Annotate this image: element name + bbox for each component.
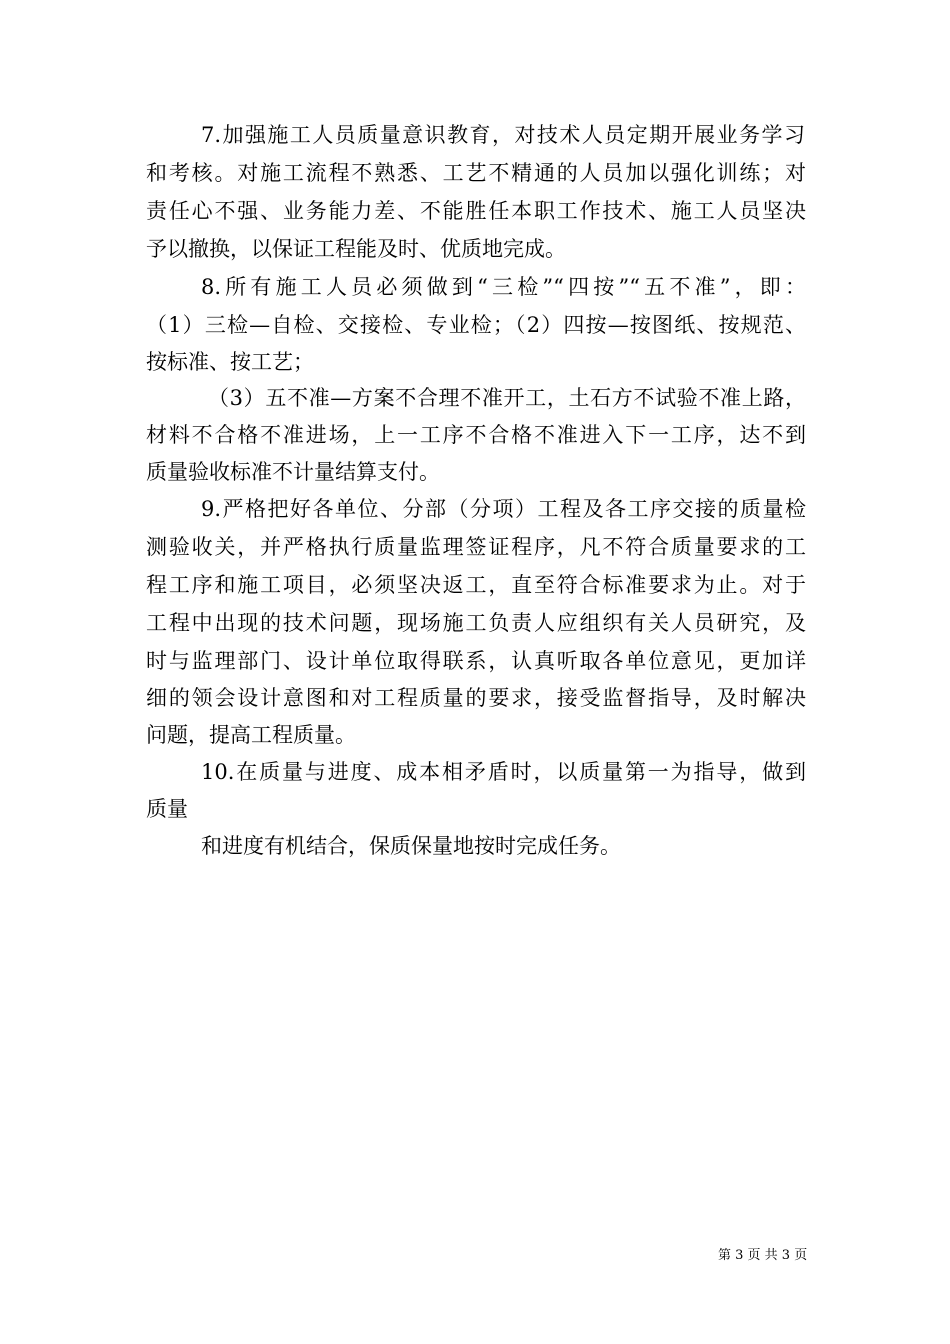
paragraph-7-line-4: 予以撤换，以保证工程能及时、优质地完成。 <box>146 237 566 261</box>
paragraph-8-3-line-1: （3）五不准—方案不合理不准开工，土石方不试验不准上路， <box>208 386 806 410</box>
paragraph-8-line-1: 8.所有施工人员必须做到“三检”“四按”“五不准”，即： <box>201 275 806 299</box>
paragraph-8-3-line-3: 质量验收标准不计量结算支付。 <box>146 460 440 484</box>
paragraph-9-line-3: 程工序和施工项目，必须坚决返工，直至符合标准要求为止。对于 <box>146 573 806 597</box>
paragraph-7-line-3: 责任心不强、业务能力差、不能胜任本职工作技术、施工人员坚决 <box>146 199 806 223</box>
paragraph-8-3-line-2: 材料不合格不准进场，上一工序不合格不准进入下一工序，达不到 <box>146 423 806 447</box>
paragraph-9-line-1: 9.严格把好各单位、分部（分项）工程及各工序交接的质量检 <box>201 497 806 521</box>
paragraph-8-line-3: 按标准、按工艺； <box>146 350 314 374</box>
paragraph-7-line-1: 7.加强施工人员质量意识教育，对技术人员定期开展业务学习 <box>201 123 805 147</box>
paragraph-9-line-7: 问题，提高工程质量。 <box>146 723 356 747</box>
paragraph-9-line-4: 工程中出现的技术问题，现场施工负责人应组织有关人员研究，及 <box>146 611 806 635</box>
paragraph-9-line-6: 细的领会设计意图和对工程质量的要求，接受监督指导，及时解决 <box>146 686 806 710</box>
paragraph-7-line-2: 和考核。对施工流程不熟悉、工艺不精通的人员加以强化训练；对 <box>146 161 806 185</box>
paragraph-10-line-2: 质量 <box>146 797 188 821</box>
page-number: 第 3 页 共 3 页 <box>718 1248 808 1263</box>
paragraph-8-line-2: （1）三检—自检、交接检、专业检；（2）四按—按图纸、按规范、 <box>146 313 806 337</box>
paragraph-9-line-5: 时与监理部门、设计单位取得联系，认真听取各单位意见，更加详 <box>146 649 806 673</box>
paragraph-10-line-3: 和进度有机结合，保质保量地按时完成任务。 <box>201 834 621 858</box>
paragraph-9-line-2: 测验收关，并严格执行质量监理签证程序，凡不符合质量要求的工 <box>146 535 806 559</box>
paragraph-10-line-1: 10.在质量与进度、成本相矛盾时，以质量第一为指导，做到 <box>201 760 806 784</box>
